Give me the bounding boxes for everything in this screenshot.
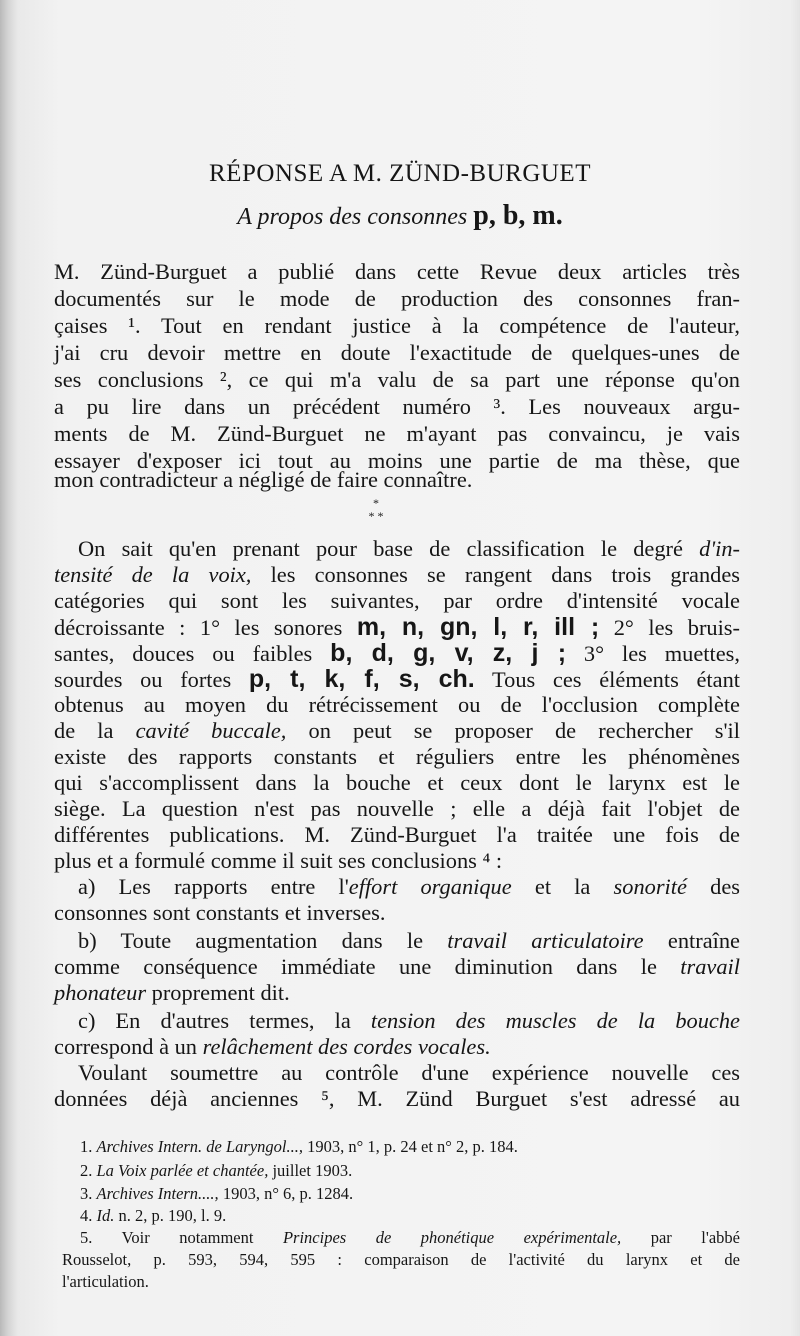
text-line: de la cavité buccale, on peut se proposer de rechercher s'il <box>54 718 740 743</box>
text-line: c) En d'autres termes, la tension des muscles de la bouche <box>78 1008 740 1033</box>
footnote: l'articulation. <box>62 1272 149 1291</box>
text-line: santes, douces ou faibles b, d, g, v, z, j ; 3° les muettes, <box>54 639 740 667</box>
text-line: différentes publications. M. Zünd-Burguet l'a traitée une fois de <box>54 822 740 847</box>
footnote: 4. Id. n. 2, p. 190, l. 9. <box>80 1206 227 1225</box>
text-line: plus et a formulé comme il suit ses conclusions ⁴ : <box>54 848 503 873</box>
text-line: a) Les rapports entre l'effort organique et la sonorité des <box>78 874 740 899</box>
footnote: 3. Archives Intern...., 1903, n° 6, p. 1284. <box>80 1184 354 1203</box>
page-title: RÉPONSE A M. ZÜND-BURGUET <box>209 160 591 187</box>
text-line: Voulant soumettre au contrôle d'une expérience nouvelle ces <box>78 1060 740 1085</box>
text-line: données déjà anciennes ⁵, M. Zünd Burguet s'est adressé au <box>54 1086 740 1111</box>
text-line: ses conclusions ², ce qui m'a valu de sa part une réponse qu'on <box>54 367 740 392</box>
text-line: correspond à un relâchement des cordes vocales. <box>54 1034 491 1059</box>
footnote: 5. Voir notamment Principes de phonétique expérimentale, par l'abbé <box>80 1228 740 1247</box>
text-line: existe des rapports constants et réguliers entre les phénomènes <box>54 744 740 769</box>
text-line: qui s'accomplissent dans la bouche et ceux dont le larynx est le <box>54 770 740 795</box>
text-line: obtenus au moyen du rétrécissement ou de l'occlusion complète <box>54 692 740 717</box>
page-subtitle <box>0 200 800 232</box>
text-line: M. Zünd-Burguet a publié dans cette Revue deux articles très <box>54 259 740 284</box>
subtitle-italic: A propos des consonnes <box>237 204 468 230</box>
footnote: 1. Archives Intern. de Laryngol..., 1903, n° 1, p. 24 et n° 2, p. 184. <box>80 1137 518 1156</box>
text-line: mon contradicteur a négligé de faire connaître. <box>54 467 473 492</box>
text-line: tensité de la voix, les consonnes se rangent dans trois grandes <box>54 562 741 587</box>
text-line: documentés sur le mode de production des consonnes fran- <box>54 286 740 311</box>
footnote: Rousselot, p. 593, 594, 595 : comparaison de l'activité du larynx et de <box>62 1250 740 1269</box>
text-line: çaises ¹. Tout en rendant justice à la compétence de l'auteur, <box>54 313 740 338</box>
text-line: j'ai cru devoir mettre en doute l'exactitude de quelques-unes de <box>54 340 740 365</box>
text-line: On sait qu'en prenant pour base de classification le degré d'in- <box>78 536 740 561</box>
footnote: 2. La Voix parlée et chantée, juillet 1903. <box>80 1161 353 1180</box>
text-line: b) Toute augmentation dans le travail articulatoire entraîne <box>78 928 740 953</box>
text-line: comme conséquence immédiate une diminution dans le travail <box>54 954 740 979</box>
text-line: essayer d'exposer ici tout au moins une partie de ma thèse, que <box>54 448 740 473</box>
text-line: phonateur proprement dit. <box>54 980 290 1005</box>
text-line: siège. La question n'est pas nouvelle ; elle a déjà fait l'objet de <box>54 796 740 821</box>
section-separator: * * * <box>368 496 384 523</box>
subtitle-letters: p, b, m. <box>473 200 563 231</box>
text-line: consonnes sont constants et inverses. <box>54 900 386 925</box>
text-line: sourdes ou fortes p, t, k, f, s, ch. Tous ces éléments étant <box>54 665 741 693</box>
text-line: ments de M. Zünd-Burguet ne m'ayant pas convaincu, je vais <box>54 421 740 446</box>
text-line: catégories qui sont les suivantes, par ordre d'intensité vocale <box>54 588 740 613</box>
text-line: décroissante : 1° les sonores m, n, gn, l, r, ill ; 2° les bruis- <box>54 613 740 641</box>
text-line: a pu lire dans un précédent numéro ³. Les nouveaux argu- <box>54 394 740 419</box>
